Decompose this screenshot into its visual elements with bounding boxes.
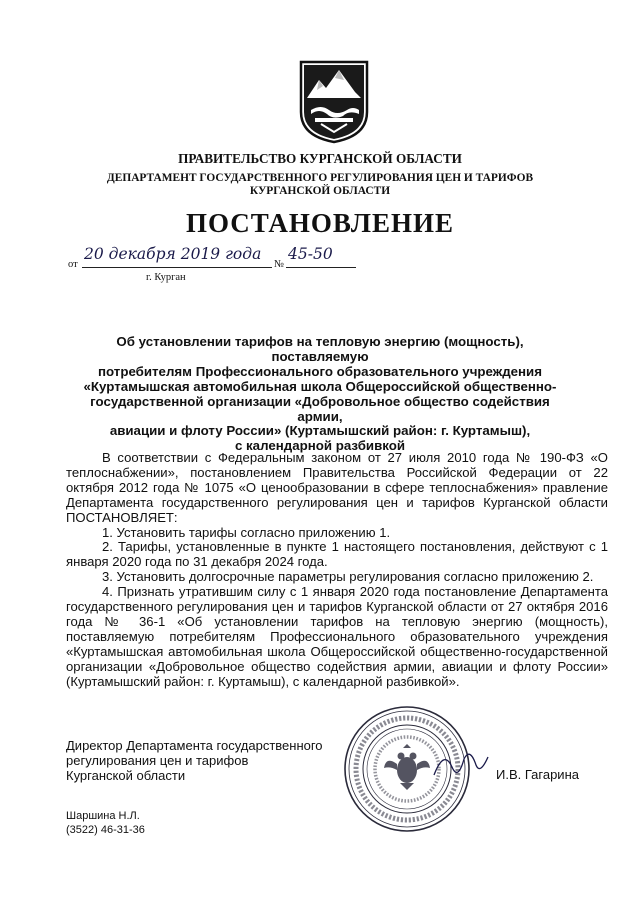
date-number-line: [68, 247, 358, 287]
coat-of-arms-emblem: [299, 60, 369, 144]
resolution-item-2: 2. Тарифы, установленные в пункте 1 настоящего постановления, действуют с 1 января 2020 года по 31 декабря 2024 года.: [66, 539, 608, 570]
document-subject: [80, 335, 560, 454]
subject-line: Об установлении тарифов на тепловую энергию (мощность), поставляемую: [116, 334, 524, 364]
resolution-item-4: 4. Признать утратившим силу с 1 января 2020 года постановление Департамента государственного регулирования цен и тарифов Курганской области от 27 октября 2016 года № 36-1 «Об установлении тарифов на тепловую энергию (мощность), поставляемую потребителям Профессионального образовательного учреждения «Куртамышская автомобильная школа Общероссийской общественно-государственной организации «Добровольное общество содействия армии, авиации и флоту России» (Куртамышский район: г. Куртамыш), с календарной разбивкой».: [66, 584, 608, 689]
resolution-item-1: 1. Установить тарифы согласно приложению 1.: [102, 524, 391, 540]
department-name-line2: КУРГАНСКОЙ ОБЛАСТИ: [249, 185, 391, 197]
signatory-title: [66, 738, 323, 783]
number-underline: [286, 267, 356, 268]
signatory-title-line2: регулирования цен и тарифов: [66, 753, 249, 768]
department-name: [0, 172, 640, 198]
department-name-line1: ДЕПАРТАМЕНТ ГОСУДАРСТВЕННОГО РЕГУЛИРОВАНИЯ ЦЕН И ТАРИФОВ: [106, 172, 534, 184]
executor-name: Шаршина Н.Л.: [66, 810, 140, 822]
handwritten-date: 20 декабря 2019 года: [84, 245, 262, 263]
handwritten-signature: [430, 745, 492, 785]
document-type-title: ПОСТАНОВЛЕНИЕ: [185, 208, 455, 238]
intro-paragraph: В соответствии с Федеральным законом от 27 июля 2010 года № 190-ФЗ «О теплоснабжении», постановлением Правительства Российской Федерации от 22 октября 2012 года № 1075 «О ценообразовании в сфере теплоснабжения» правление Департамента государственного регулирования цен и тарифов Курганской области ПОСТАНОВЛЯЕТ:: [66, 450, 608, 525]
document-body: [66, 451, 608, 690]
subject-line: «Куртамышская автомобильная школа Общероссийской общественно-: [83, 378, 557, 394]
resolution-item-3: 3. Установить долгосрочные параметры регулирования согласно приложению 2.: [102, 569, 594, 585]
date-underline: [82, 267, 272, 268]
subject-line: с календарной разбивкой: [234, 438, 406, 454]
subject-line: потребителям Профессионального образовательного учреждения: [97, 363, 542, 379]
signatory-title-line3: Курганской области: [66, 768, 186, 783]
city-label: г. Курган: [146, 272, 186, 283]
executor-info: [66, 810, 145, 837]
signatory-name: И.В. Гагарина: [496, 767, 579, 782]
number-label: №: [274, 259, 285, 270]
subject-line: авиации и флоту России» (Куртамышский район: г. Куртамыш),: [109, 423, 531, 439]
from-label: от: [68, 259, 78, 270]
government-name: ПРАВИТЕЛЬСТВО КУРГАНСКОЙ ОБЛАСТИ: [178, 151, 462, 166]
executor-phone: (3522) 46-31-36: [66, 823, 145, 836]
signatory-title-line1: Директор Департамента государственного: [66, 738, 323, 753]
handwritten-number: 45-50: [288, 245, 333, 263]
subject-line: государственной организации «Добровольное общество содействия армии,: [90, 393, 550, 424]
